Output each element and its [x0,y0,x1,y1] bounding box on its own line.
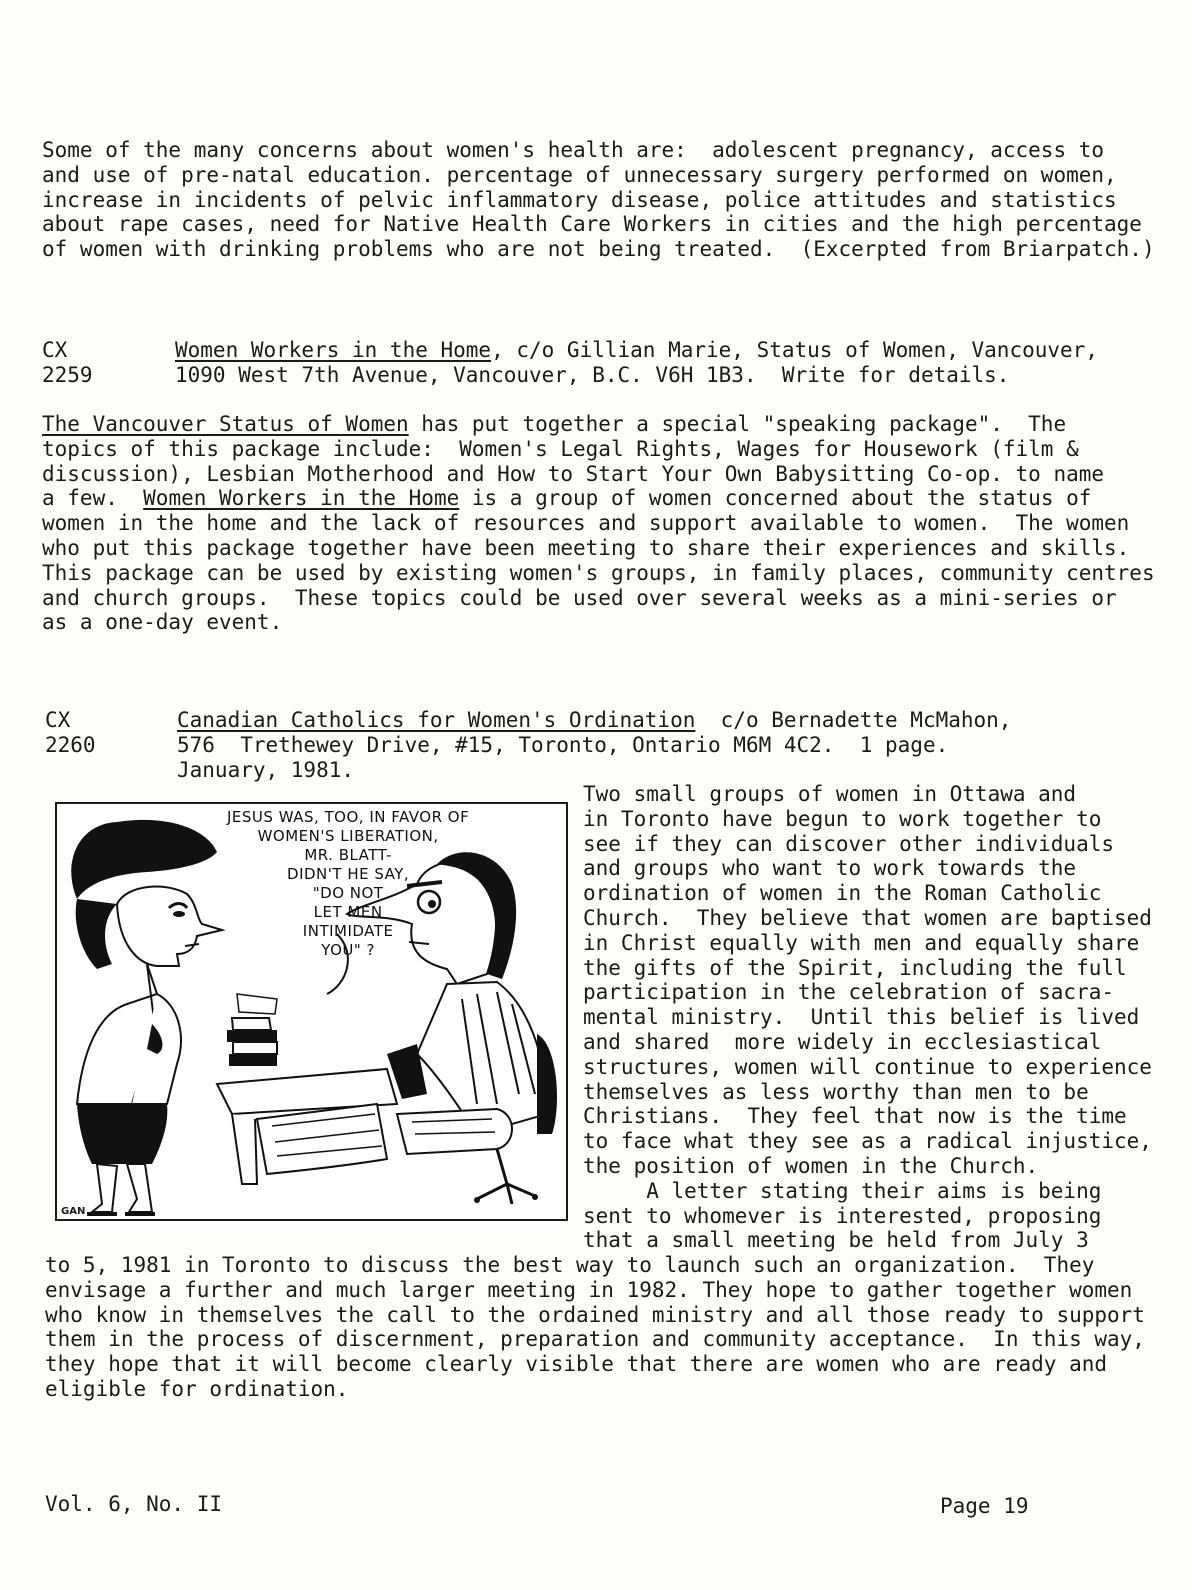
description-line: Two small groups of women in Ottawa and [583,782,1077,806]
description-line: see if they can discover other individuals [583,831,1115,856]
entry-code-2259 [42,338,93,388]
entry-title: Women Workers in the Home [175,338,492,362]
description-line: they hope that it will become clearly visible that there are women who are ready and [45,1352,1108,1377]
entry-code-prefix: CX [45,708,71,732]
group-name: Women Workers in the Home [143,486,460,511]
entry-code-number: 2259 [42,362,93,387]
entry-header-2259 [175,338,1098,388]
footer-page-number: Page 19 [940,1494,1029,1518]
description-line: and shared more widely in ecclesiastical [583,1029,1102,1054]
description-line: topics of this package include: Women's Legal Rights, Wages for Housework (film & [42,436,1079,461]
description-line: who put this package together have been meeting to share their experiences and skills. [42,535,1130,560]
description-line: themselves as less worthy than men to be [583,1079,1089,1104]
intro-line: and use of pre-natal education. percentage of unnecessary surgery performed on women, [42,162,1117,187]
description-line: A letter stating their aims is being [583,1178,1102,1203]
description-line: to 5, 1981 in Toronto to discuss the best way to launch such an organization. They [45,1253,1095,1277]
entry-description-2259 [42,412,1155,635]
description-line: Church. They believe that women are baptised [583,905,1152,930]
description-line: who know in themselves the call to the ordained ministry and all those ready to support [45,1302,1145,1327]
entry-code-number: 2260 [45,732,96,757]
entry-title-line [177,708,1011,733]
description-line: structures, women will continue to experience [583,1054,1152,1079]
description-line: The Vancouver Status of Women has put together a special "speaking package". The [42,412,1067,436]
intro-line: of women with drinking problems who are not being treated. (Excerpted from Briarpatch.) [42,237,1155,262]
entry-code-2260 [45,708,96,758]
footer-volume: Vol. 6, No. II [45,1492,223,1516]
entry-header-2260 [177,708,1011,782]
description-line: eligible for ordination. [45,1376,349,1401]
description-line: discussion), Lesbian Motherhood and How to Start Your Own Babysitting Co-op. to name [42,461,1105,486]
intro-line: increase in incidents of pelvic inflammatory disease, police attitudes and statistics [42,187,1117,212]
description-line: participation in the celebration of sacra- [583,980,1115,1005]
entry-date: January, 1981. [177,757,355,782]
entry-address: 576 Trethewey Drive, #15, Toronto, Ontario M6M 4C2. 1 page. [177,732,949,757]
description-line: a few. Women Workers in the Home is a group of women concerned about the status of [42,486,1092,511]
description-line: them in the process of discernment, preparation and community acceptance. In this way, [45,1327,1145,1352]
entry-contact: c/o Bernadette McMahon, [695,708,1012,732]
intro-line: about rape cases, need for Native Health Care Workers in cities and the high percentage [42,212,1142,237]
description-line: mental ministry. Until this belief is lived [583,1005,1140,1030]
intro-line: Some of the many concerns about women's health are: adolescent pregnancy, access to [42,138,1105,162]
description-line: in Toronto have begun to work together to [583,806,1102,831]
entry-description-2260-continued [45,1253,1145,1402]
speech-bubble-text: JESUS WAS, TOO, IN FAVOR OF WOMEN'S LIBERATION, MR. BLATT- DIDN'T HE SAY, "DO NOT LET MEN INTIMIDATE YOU" ? [227,808,470,959]
description-line: and groups who want to work towards the [583,856,1077,881]
entry-code-prefix: CX [42,338,68,362]
description-line: and church groups. These topics could be used over several weeks as a mini-series or [42,585,1117,610]
description-line: in Christ equally with men and equally share [583,930,1140,955]
description-line: Christians. They feel that now is the time [583,1104,1127,1129]
entry-contact: , c/o Gillian Marie, Status of Women, Vancouver, [491,338,1098,362]
description-line: that a small meeting be held from July 3 [583,1228,1089,1253]
description-line: sent to whomever is interested, proposing [583,1203,1102,1228]
entry-title: Canadian Catholics for Women's Ordination [177,708,696,732]
intro-paragraph [42,138,1155,262]
cartoon-illustration [55,802,568,1221]
description-line: to face what they see as a radical injustice, [583,1129,1152,1154]
cartoonist-signature: GAN [61,1206,86,1217]
description-line: the gifts of the Spirit, including the full [583,955,1127,980]
description-line: envisage a further and much larger meeting in 1982. They hope to gather together women [45,1277,1133,1302]
description-line: as a one-day event. [42,610,283,635]
entry-description-2260-column [583,782,1152,1253]
organization-name: The Vancouver Status of Women [42,412,409,436]
description-line: This package can be used by existing women's groups, in family places, community centres [42,560,1155,585]
description-line: the position of women in the Church. [583,1153,1039,1178]
description-line: women in the home and the lack of resources and support available to women. The women [42,511,1130,536]
entry-title-line [175,338,1098,363]
description-line: ordination of women in the Roman Catholic [583,881,1102,906]
entry-address: 1090 West 7th Avenue, Vancouver, B.C. V6H 1B3. Write for details. [175,362,1010,387]
